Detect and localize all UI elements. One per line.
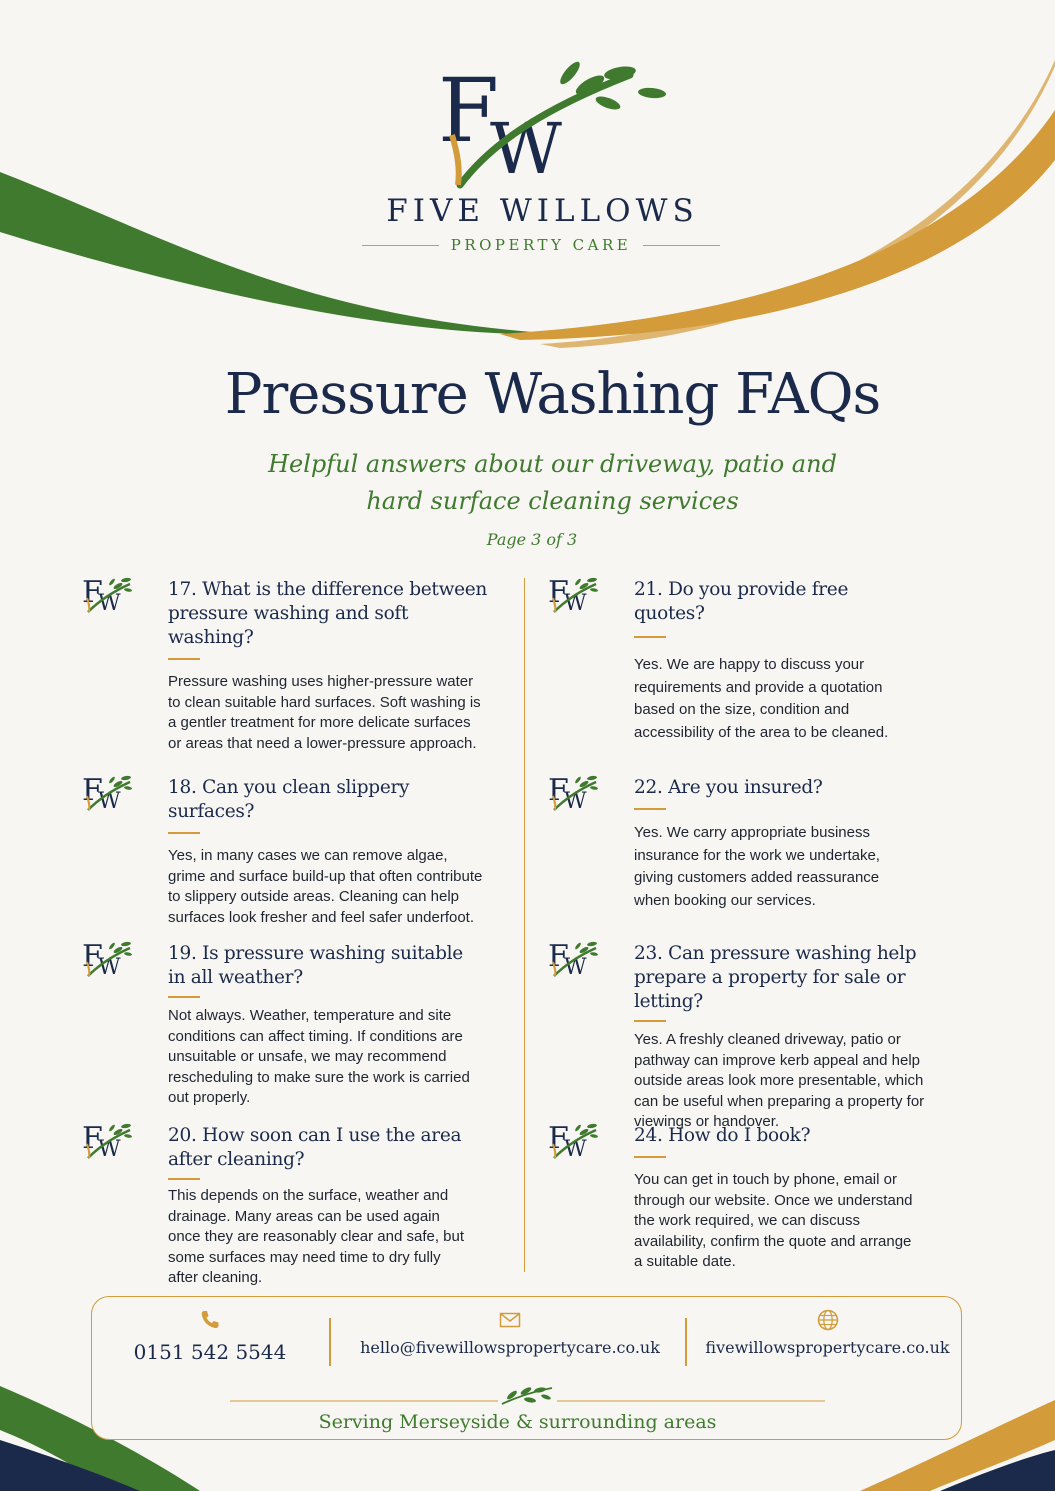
five-willows-logo xyxy=(430,55,680,190)
faq-item-19 xyxy=(82,939,478,1109)
divider xyxy=(362,245,439,246)
faq-answer: Yes, in many cases we can remove algae, grime and surface build-up that often contribute to slippery outside areas. Cleaning can help surfaces look fresher and feel safer underfoot. xyxy=(168,847,483,926)
service-area-text: Serving Merseyside & surrounding areas xyxy=(318,1411,717,1433)
faq-question: 17. What is the difference between pressure washing and soft washing? xyxy=(168,579,488,648)
contact-divider xyxy=(685,1318,687,1366)
faq-question: 23. Can pressure washing help prepare a property for sale or letting? xyxy=(634,943,917,1012)
brand-name: FIVE WILLOWS xyxy=(386,193,699,229)
faq-item-18 xyxy=(82,773,483,928)
faq-answer: Yes. We carry appropriate business insurance for the work we undertake, giving customers added reassurance when booking our services. xyxy=(634,824,880,909)
faq-question: 18. Can you clean slippery surfaces? xyxy=(168,777,410,822)
serving-divider xyxy=(230,1384,825,1408)
brand-subtitle: PROPERTY CARE xyxy=(450,236,632,254)
question-underline xyxy=(634,1156,666,1158)
svg-text:W: W xyxy=(564,789,587,812)
svg-text:F: F xyxy=(548,575,569,610)
svg-text:W: W xyxy=(98,955,121,978)
svg-text:F: F xyxy=(82,773,103,808)
faq-question: 22. Are you insured? xyxy=(634,777,823,798)
svg-text:F: F xyxy=(548,1121,569,1156)
faq-question: 24. How do I book? xyxy=(634,1125,811,1146)
faq-answer: Yes. A freshly cleaned driveway, patio or pathway can improve kerb appeal and help outside areas look more presentable, which can be useful when preparing a property for viewings or handover. xyxy=(634,1031,925,1130)
svg-text:W: W xyxy=(564,955,587,978)
phone-number: 0151 542 5544 xyxy=(133,1340,287,1364)
svg-text:W: W xyxy=(490,108,562,190)
question-underline xyxy=(634,808,666,810)
question-underline xyxy=(634,1020,666,1022)
fw-logo-icon xyxy=(548,936,598,978)
svg-text:F: F xyxy=(82,939,103,974)
contact-phone[interactable] xyxy=(120,1308,300,1364)
faq-item-22 xyxy=(548,773,919,912)
svg-text:F: F xyxy=(438,59,500,162)
faq-question: 20. How soon can I use the area after cleaning? xyxy=(168,1125,462,1170)
faq-answer: You can get in touch by phone, email or through our website. Once we understand the work required, we can discuss availability, confirm the quote and arrange a suitable date. xyxy=(634,1171,913,1270)
svg-text:F: F xyxy=(548,939,569,974)
fw-logo-icon xyxy=(82,936,132,978)
faq-answer: Yes. We are happy to discuss your requirements and provide a quotation based on the size, condition and accessibility of the area to be cleaned. xyxy=(634,656,889,741)
subtitle-line-1: Helpful answers about our driveway, patio and xyxy=(268,450,837,478)
faq-question: 19. Is pressure washing suitable in all weather? xyxy=(168,943,463,988)
faq-item-20 xyxy=(82,1121,473,1289)
svg-text:F: F xyxy=(548,773,569,808)
faq-answer: Pressure washing uses higher-pressure water to clean suitable hard surfaces. Soft washing is a gentler treatment for more delicate surfaces or areas that need a lower-pressure approach. xyxy=(168,673,481,752)
question-underline xyxy=(168,658,200,660)
contact-email[interactable] xyxy=(345,1308,675,1357)
svg-text:F: F xyxy=(82,1121,103,1156)
faq-item-23 xyxy=(548,939,954,1133)
phone-icon xyxy=(198,1308,222,1332)
svg-text:W: W xyxy=(98,1137,121,1160)
question-underline xyxy=(168,832,200,834)
page-subtitle xyxy=(195,446,910,520)
question-underline xyxy=(634,636,666,638)
fw-logo-icon xyxy=(82,1118,132,1160)
fw-logo-icon xyxy=(548,1118,598,1160)
faq-item-24 xyxy=(548,1121,919,1273)
faq-answer: This depends on the surface, weather and drainage. Many areas can be used again once they are reasonably clear and safe, but some surfaces may need time to dry fully after cleaning. xyxy=(168,1187,465,1286)
question-underline xyxy=(168,996,200,998)
faq-item-17 xyxy=(82,575,488,754)
envelope-icon xyxy=(498,1308,522,1332)
svg-text:W: W xyxy=(98,789,121,812)
svg-text:W: W xyxy=(98,591,121,614)
faq-question: 21. Do you provide free quotes? xyxy=(634,579,849,624)
fw-logo-icon xyxy=(548,572,598,614)
divider xyxy=(643,245,720,246)
fw-logo-icon xyxy=(82,572,132,614)
website-url: fivewillowspropertycare.co.uk xyxy=(705,1338,950,1357)
page-number: Page 3 of 3 xyxy=(486,530,578,549)
subtitle-line-2: hard surface cleaning services xyxy=(366,487,739,515)
faq-answer: Not always. Weather, temperature and site conditions can affect timing. If conditions are unsuitable or unsafe, we may recommend rescheduling to make sure the work is carried out properly. xyxy=(168,1007,470,1106)
column-divider xyxy=(524,578,525,1272)
page-title: Pressure Washing FAQs xyxy=(224,362,881,427)
brand-subtitle-row xyxy=(362,234,720,256)
globe-icon xyxy=(816,1308,840,1332)
contact-divider xyxy=(329,1318,331,1366)
question-underline xyxy=(168,1178,200,1180)
fw-logo-icon xyxy=(82,770,132,812)
fw-logo-icon xyxy=(548,770,598,812)
svg-text:W: W xyxy=(564,591,587,614)
svg-text:W: W xyxy=(564,1137,587,1160)
faq-item-21 xyxy=(548,575,924,744)
email-address: hello@fivewillowspropertycare.co.uk xyxy=(360,1338,660,1357)
svg-text:F: F xyxy=(82,575,103,610)
contact-website[interactable] xyxy=(705,1308,950,1357)
